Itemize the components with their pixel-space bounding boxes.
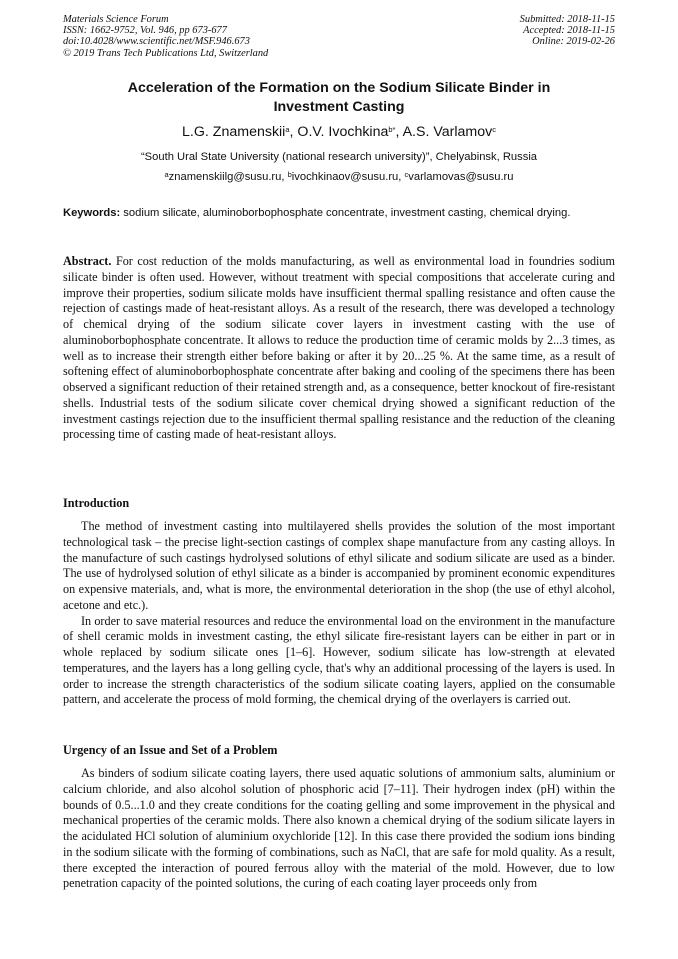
journal-copyright: © 2019 Trans Tech Publications Ltd, Switzerland <box>63 47 269 59</box>
abstract-text: For cost reduction of the molds manufacturing, as well as environmental load in foundries sodium silicate binder is often used. However, without treatment with special compositions that accelerate curing and improve their properties, sodium silicate molds have insufficient thermal spalling resistance and often cause the rejection of castings made of heat-resistant alloys. As a result of the research, there was developed a technology of chemical drying of the sodium silicate cover layers in investment casting with the use of aluminoborbophosphate concentrate. It allows to reduce the production time of ceramic molds by 2...3 times, as well as to increase their strength either before baking or after it by 20...25 %. At the same time, as a result of softening effect of aluminoborbophosphate concentrate after baking and cooling of the specimens there has been observed a significant reduction of their retained strength and, as a consequence, better knockout of fire-resistant shells. Industrial tests of the sodium silicate cover chemical drying showed a significant reduction of the investment castings rejection due to the insufficient thermal spalling resistance and the reduction of the cleaning processing time of casting made of heat-resistant alloys. <box>63 254 615 442</box>
introduction-section <box>63 519 615 708</box>
paragraph: In order to save material resources and reduce the environmental load on the environment in the manufacture of shell ceramic molds in investment casting, the ethyl silicate fire-resistant layers can be either in part or in whole replaced by sodium silicate ones [1–6]. However, sodium silicate has low-strength at elevated temperatures, and the layers has a long gelling cycle, that's why an additional processing of the layers is used. In order to increase the strength characteristics of the sodium silicate coating layers, applied on the consumable pattern, and accelerate the process of mold forming, the chemical drying of the overlayers is carried out. <box>63 613 615 707</box>
title-line-2: Investment Casting <box>273 99 405 115</box>
email-mark: a <box>164 170 169 179</box>
keywords <box>63 206 615 222</box>
online-date: Online: 2019-02-26 <box>532 36 615 48</box>
title-line-1: Acceleration of the Formation on the Sodium Silicate Binder in <box>127 80 551 96</box>
abstract <box>63 254 615 443</box>
urgency-section <box>63 766 615 892</box>
email-separator: , <box>398 171 405 183</box>
accepted-date: Accepted: 2018-11-15 <box>523 25 615 37</box>
email-link[interactable]: ivochkinaov@susu.ru <box>291 171 399 183</box>
author-name: O.V. Ivochkina <box>297 124 389 140</box>
author-name: L.G. Znamenskii <box>182 124 286 140</box>
author-separator: , <box>289 124 298 140</box>
email-mark: b <box>287 170 292 179</box>
email-list <box>63 169 615 185</box>
paper-title <box>63 79 615 117</box>
journal-issn: ISSN: 1662-9752, Vol. 946, pp 673-677 <box>63 25 227 37</box>
paragraph: The method of investment casting into multilayered shells provides the solution of the most important technological task – the precise light-section castings of complex shape manufacture from any casting alloys. In the manufacture of such castings hydrolysed solutions of ethyl silicate and sodium silicate are used as a binder. The use of hydrolysed solution of ethyl silicate as a binder is accompanied by prominent economic expenditures on expensive materials, and, what is more, the environmental deterioration in the shop (the use of ethyl alcohol, acetone and etc.). <box>63 519 615 612</box>
email-mark: c <box>404 170 409 179</box>
author-affiliation-mark: a <box>285 125 290 134</box>
author-separator: , <box>395 124 403 140</box>
submitted-date: Submitted: 2018-11-15 <box>519 14 615 25</box>
abstract-label: Abstract. <box>63 254 112 268</box>
email-link[interactable]: varlamovas@susu.ru <box>408 171 514 183</box>
dates-header <box>520 14 615 48</box>
author-name: A.S. Varlamov <box>402 124 493 140</box>
author-affiliation-mark: b* <box>388 125 396 134</box>
journal-name: Materials Science Forum <box>63 14 169 25</box>
keywords-text: sodium silicate, aluminoborbophosphate concentrate, investment casting, chemical drying. <box>120 207 571 219</box>
author-list <box>63 122 615 142</box>
journal-header <box>63 14 268 59</box>
email-link[interactable]: znamenskiilg@susu.ru <box>168 171 282 183</box>
paragraph: As binders of sodium silicate coating layers, there used aquatic solutions of ammonium salts, aluminium or calcium chloride, and also alcohol solution of phosphoric acid [7–11]. Their hydrogen index (pH) within the bounds of 0.5...1.0 and they create conditions for the coating gelling and some improvement in the physical and mechanical properties of the ceramic molds. There also known a chemical drying of the sodium silicate layers in the acidulated HCl solution of aluminium oxychloride [12]. In this case there provided the sodium ions binding in the sodium silicate with the forming of combinations, such as NaCl, that are safe for mold quality. As a result, there excepted the interaction of poured ferrous alloy with the material of the mold. However, due to low penetration capacity of the pointed solutions, the curing of each coating layer proceeds only from <box>63 766 615 891</box>
introduction-heading: Introduction <box>63 496 130 510</box>
author-affiliation-mark: c <box>492 125 496 134</box>
journal-doi: doi:10.4028/www.scientific.net/MSF.946.673 <box>63 36 250 48</box>
affiliation: “South Ural State University (national research university)”, Chelyabinsk, Russia <box>140 151 538 163</box>
email-separator: , <box>281 171 288 183</box>
urgency-heading: Urgency of an Issue and Set of a Problem <box>63 743 278 757</box>
keywords-label: Keywords: <box>63 207 121 219</box>
